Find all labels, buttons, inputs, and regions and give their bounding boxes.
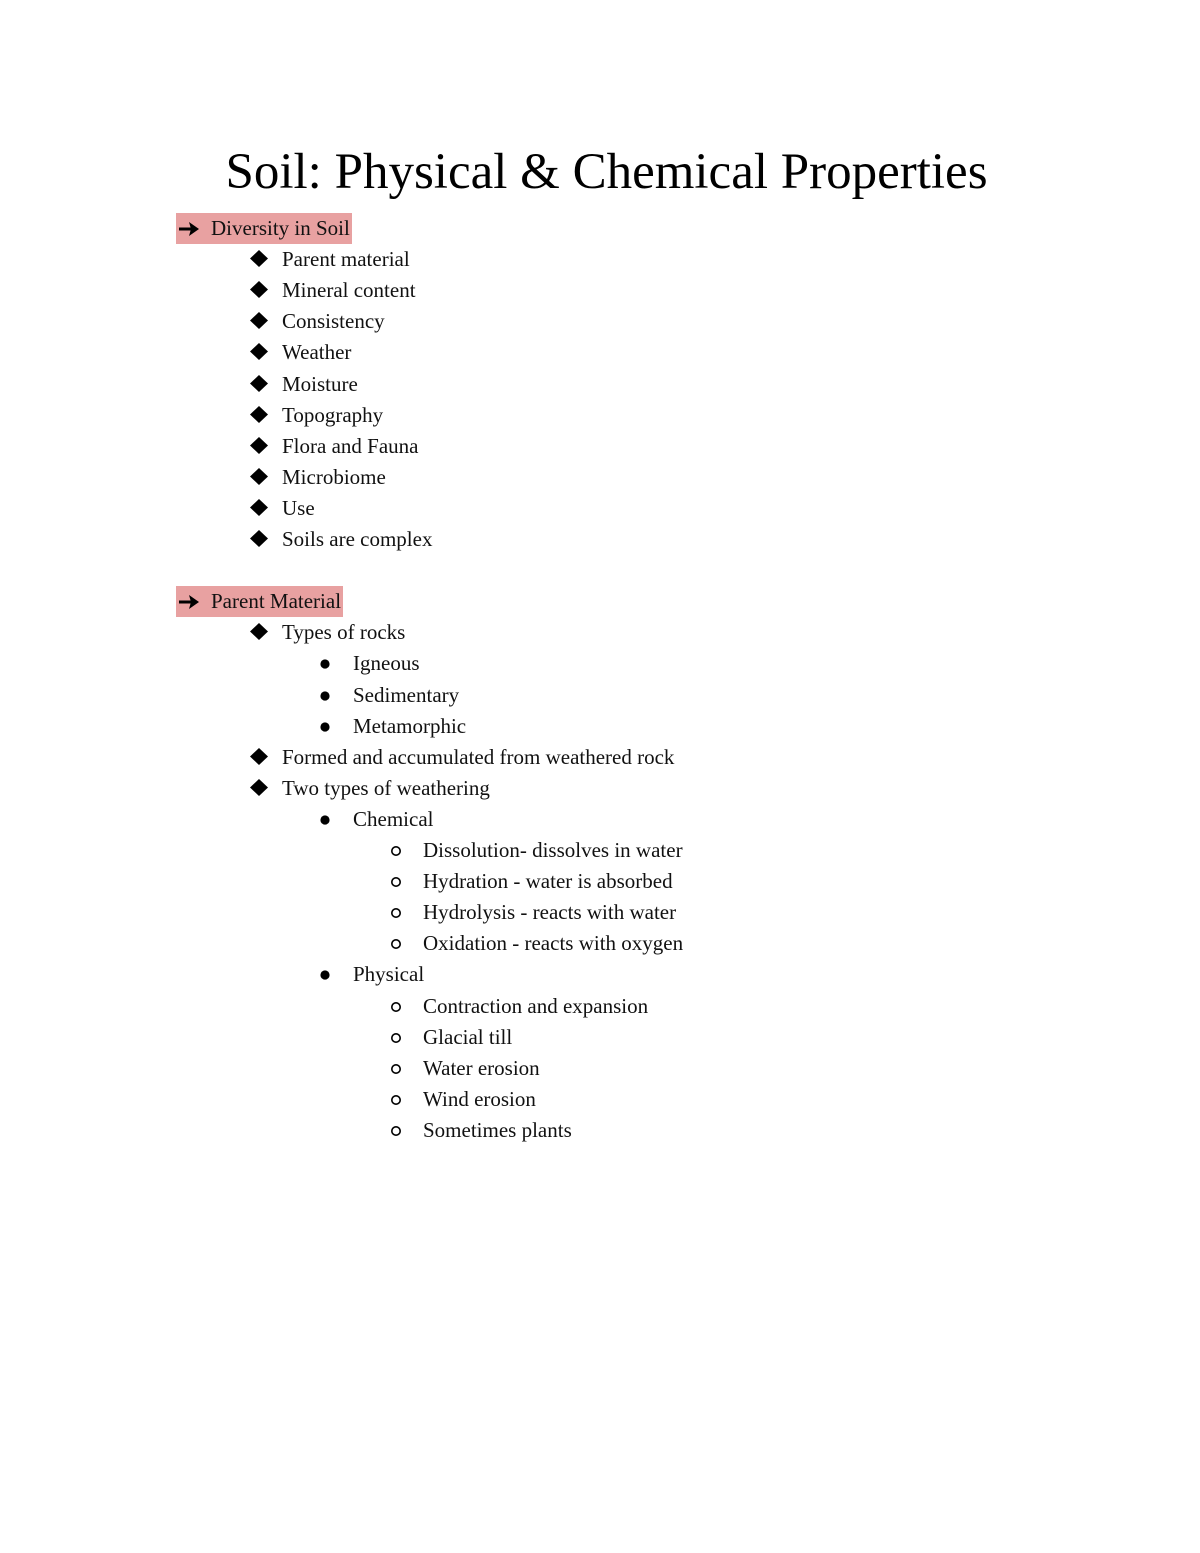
section-heading-text: Parent Material — [211, 589, 342, 613]
diamond-icon — [248, 524, 270, 555]
arrow-icon — [176, 213, 202, 244]
list-item-text: Flora and Fauna — [282, 434, 419, 458]
diamond-icon — [248, 493, 270, 524]
hollow-bullet-icon — [388, 897, 404, 928]
list-item-text: Topography — [282, 403, 384, 427]
list-item-text: Sometimes plants — [423, 1118, 572, 1142]
hollow-bullet-icon — [388, 1053, 404, 1084]
list-item-text: Wind erosion — [423, 1087, 536, 1111]
filled-bullet-icon — [318, 959, 334, 990]
arrow-icon — [176, 586, 202, 617]
diamond-icon — [248, 431, 270, 462]
list-item-text: Igneous — [353, 651, 420, 675]
page-title: Soil: Physical & Chemical Properties — [225, 144, 988, 200]
list-item-text: Soils are complex — [282, 527, 433, 551]
list-item-text: Dissolution- dissolves in water — [423, 838, 683, 862]
filled-bullet-icon — [318, 680, 334, 711]
list-item-text: Sedimentary — [353, 683, 460, 707]
diamond-icon — [248, 337, 270, 368]
list-item-text: Hydration - water is absorbed — [423, 869, 673, 893]
filled-bullet-icon — [318, 648, 334, 679]
hollow-bullet-icon — [388, 928, 404, 959]
diamond-icon — [248, 617, 270, 648]
hollow-bullet-icon — [388, 835, 404, 866]
list-item-text: Chemical — [353, 807, 434, 831]
list-item-text: Water erosion — [423, 1056, 540, 1080]
list-item-text: Types of rocks — [282, 620, 406, 644]
list-item-text: Physical — [353, 962, 425, 986]
diamond-icon — [248, 369, 270, 400]
list-item-text: Metamorphic — [353, 714, 467, 738]
list-item-text: Parent material — [282, 247, 410, 271]
diamond-icon — [248, 742, 270, 773]
list-item-text: Contraction and expansion — [423, 994, 649, 1018]
list-item-text: Microbiome — [282, 465, 386, 489]
hollow-bullet-icon — [388, 991, 404, 1022]
list-item-text: Consistency — [282, 309, 385, 333]
diamond-icon — [248, 306, 270, 337]
list-item-text: Two types of weathering — [282, 776, 490, 800]
diamond-icon — [248, 773, 270, 804]
section-heading-text: Diversity in Soil — [211, 216, 350, 240]
list-item-text: Weather — [282, 340, 352, 364]
list-item-text: Oxidation - reacts with oxygen — [423, 931, 684, 955]
diamond-icon — [248, 400, 270, 431]
hollow-bullet-icon — [388, 1084, 404, 1115]
list-item-text: Glacial till — [423, 1025, 513, 1049]
list-item-text: Moisture — [282, 372, 358, 396]
hollow-bullet-icon — [388, 1115, 404, 1146]
filled-bullet-icon — [318, 711, 334, 742]
list-item-text: Formed and accumulated from weathered rock — [282, 745, 675, 769]
diamond-icon — [248, 275, 270, 306]
diamond-icon — [248, 244, 270, 275]
hollow-bullet-icon — [388, 1022, 404, 1053]
hollow-bullet-icon — [388, 866, 404, 897]
diamond-icon — [248, 462, 270, 493]
list-item-text: Mineral content — [282, 278, 416, 302]
list-item-text: Use — [282, 496, 315, 520]
filled-bullet-icon — [318, 804, 334, 835]
list-item-text: Hydrolysis - reacts with water — [423, 900, 677, 924]
